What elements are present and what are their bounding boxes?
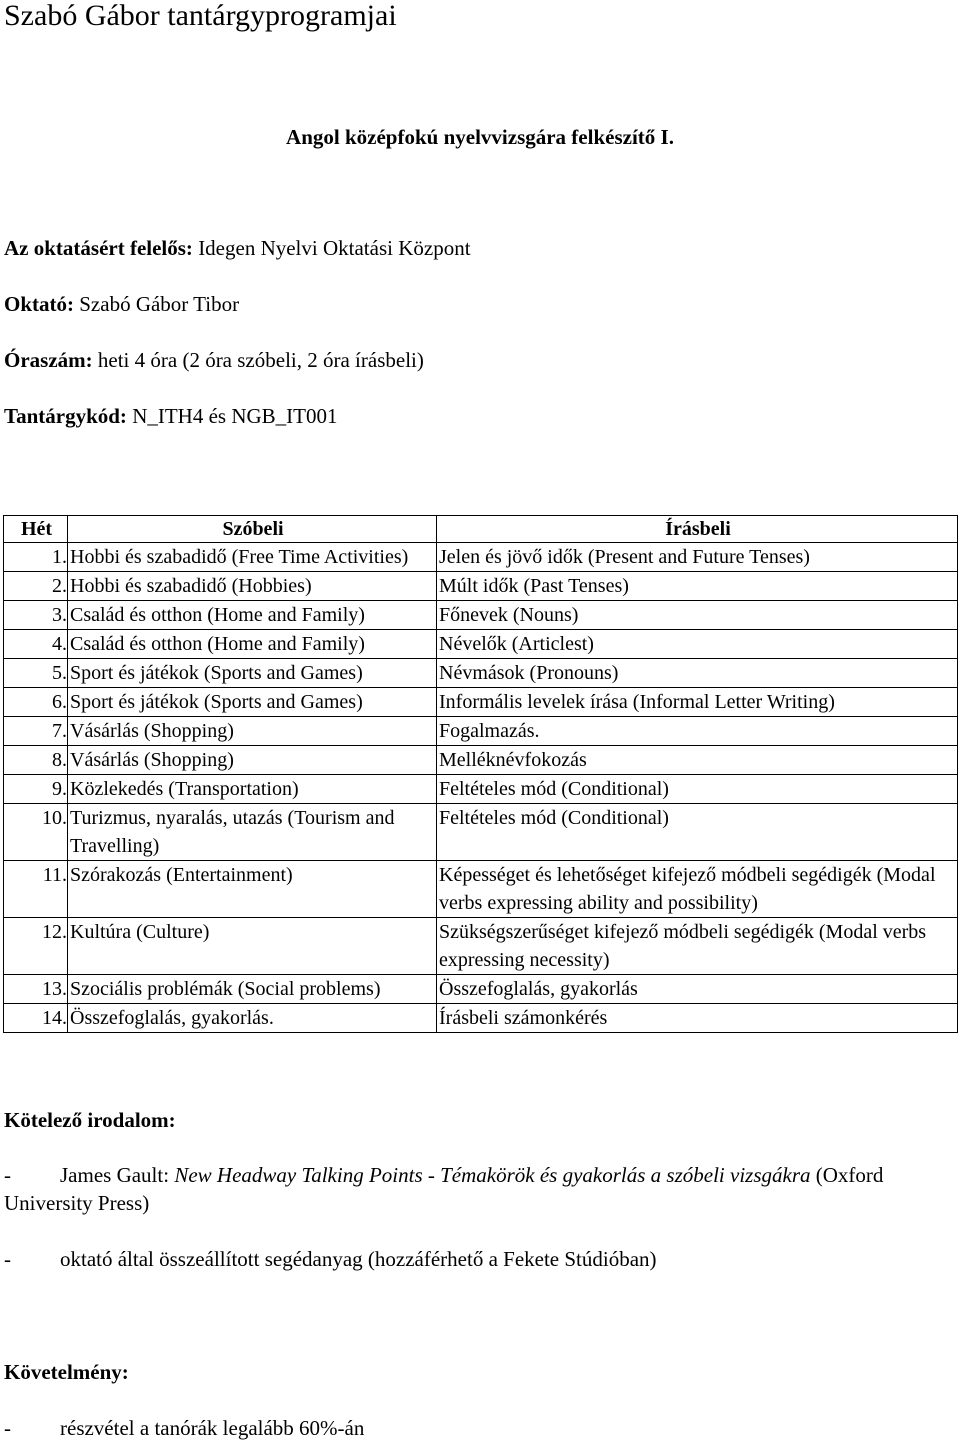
written-cell: Képességet és lehetőséget kifejező módbeli segédigék (Modal verbs expressing ability and possibility) [437,861,958,918]
table-row [4,543,958,572]
responsible-value: Idegen Nyelvi Oktatási Központ [192,236,471,260]
table-row [4,775,958,804]
written-cell: Összefoglalás, gyakorlás [437,975,958,1004]
table-row [4,746,958,775]
page-title: Szabó Gábor tantárgyprogramjai [4,0,397,32]
oral-cell: Szórakozás (Entertainment) [68,861,437,918]
oral-cell: Sport és játékok (Sports and Games) [68,659,437,688]
code-label: Tantárgykód: [4,404,127,428]
requirement-item-1 [4,1414,954,1442]
list-dash: - [4,1416,11,1440]
week-cell: 13. [4,975,68,1004]
week-cell: 7. [4,717,68,746]
written-cell: Jelen és jövő idők (Present and Future Tenses) [437,543,958,572]
table-header-row [4,516,958,543]
week-cell: 9. [4,775,68,804]
table-row [4,717,958,746]
oral-cell: Hobbi és szabadidő (Hobbies) [68,572,437,601]
header-week: Hét [4,516,68,543]
written-cell: Informális levelek írása (Informal Letter Writing) [437,688,958,717]
list-dash: - [4,1247,11,1271]
week-cell: 8. [4,746,68,775]
literature-item-2 [4,1245,954,1273]
oral-cell: Család és otthon (Home and Family) [68,630,437,659]
written-cell: Fogalmazás. [437,717,958,746]
written-cell: Melléknévfokozás [437,746,958,775]
written-cell: Névelők (Articlest) [437,630,958,659]
written-cell: Szükségszerűséget kifejező módbeli segédigék (Modal verbs expressing necessity) [437,918,958,975]
teacher-label: Oktató: [4,292,74,316]
written-cell: Feltételes mód (Conditional) [437,775,958,804]
literature-heading: Kötelező irodalom: [4,1108,176,1132]
responsible-label: Az oktatásért felelős: [4,236,193,260]
literature-item-1 [4,1161,954,1217]
table-row [4,1004,958,1033]
info-hours [4,346,424,374]
list-dash: - [4,1163,11,1187]
table-row [4,659,958,688]
requirements-heading: Követelmény: [4,1360,129,1384]
table-row [4,630,958,659]
written-cell: Múlt idők (Past Tenses) [437,572,958,601]
requirement-text: részvétel a tanórák legalább 60%-án [60,1416,365,1440]
oral-cell: Család és otthon (Home and Family) [68,601,437,630]
oral-cell: Hobbi és szabadidő (Free Time Activities) [68,543,437,572]
schedule-table [3,515,958,1033]
written-cell: Feltételes mód (Conditional) [437,804,958,861]
week-cell: 2. [4,572,68,601]
table-row [4,804,958,861]
oral-cell: Szociális problémák (Social problems) [68,975,437,1004]
code-value: N_ITH4 és NGB_IT001 [126,404,338,428]
oral-cell: Kultúra (Culture) [68,918,437,975]
literature-title: New Headway Talking Points - Témakörök és gyakorlás a szóbeli vizsgákra [174,1163,811,1187]
week-cell: 6. [4,688,68,717]
week-cell: 12. [4,918,68,975]
table-row [4,975,958,1004]
week-cell: 14. [4,1004,68,1033]
literature-item-text: oktató által összeállított segédanyag (hozzáférhető a Fekete Stúdióban) [60,1247,657,1271]
table-row [4,688,958,717]
oral-cell: Sport és játékok (Sports and Games) [68,688,437,717]
header-written: Írásbeli [437,516,958,543]
written-cell: Írásbeli számonkérés [437,1004,958,1033]
hours-label: Óraszám: [4,348,93,372]
week-cell: 10. [4,804,68,861]
week-cell: 3. [4,601,68,630]
oral-cell: Vásárlás (Shopping) [68,746,437,775]
hours-value: heti 4 óra (2 óra szóbeli, 2 óra írásbeli) [92,348,424,372]
info-responsible [4,234,471,262]
table-row [4,572,958,601]
course-subtitle: Angol középfokú nyelvvizsgára felkészítő I. [286,125,674,149]
oral-cell: Vásárlás (Shopping) [68,717,437,746]
header-oral: Szóbeli [68,516,437,543]
written-cell: Főnevek (Nouns) [437,601,958,630]
oral-cell: Turizmus, nyaralás, utazás (Tourism and Travelling) [68,804,437,861]
info-teacher [4,290,239,318]
oral-cell: Közlekedés (Transportation) [68,775,437,804]
week-cell: 11. [4,861,68,918]
table-row [4,601,958,630]
week-cell: 5. [4,659,68,688]
teacher-value: Szabó Gábor Tibor [74,292,240,316]
table-row [4,918,958,975]
week-cell: 1. [4,543,68,572]
literature-publisher: (Oxford University Press) [4,1163,884,1215]
week-cell: 4. [4,630,68,659]
info-code [4,402,338,430]
written-cell: Névmások (Pronouns) [437,659,958,688]
oral-cell: Összefoglalás, gyakorlás. [68,1004,437,1033]
literature-author: James Gault: [60,1163,175,1187]
table-row [4,861,958,918]
